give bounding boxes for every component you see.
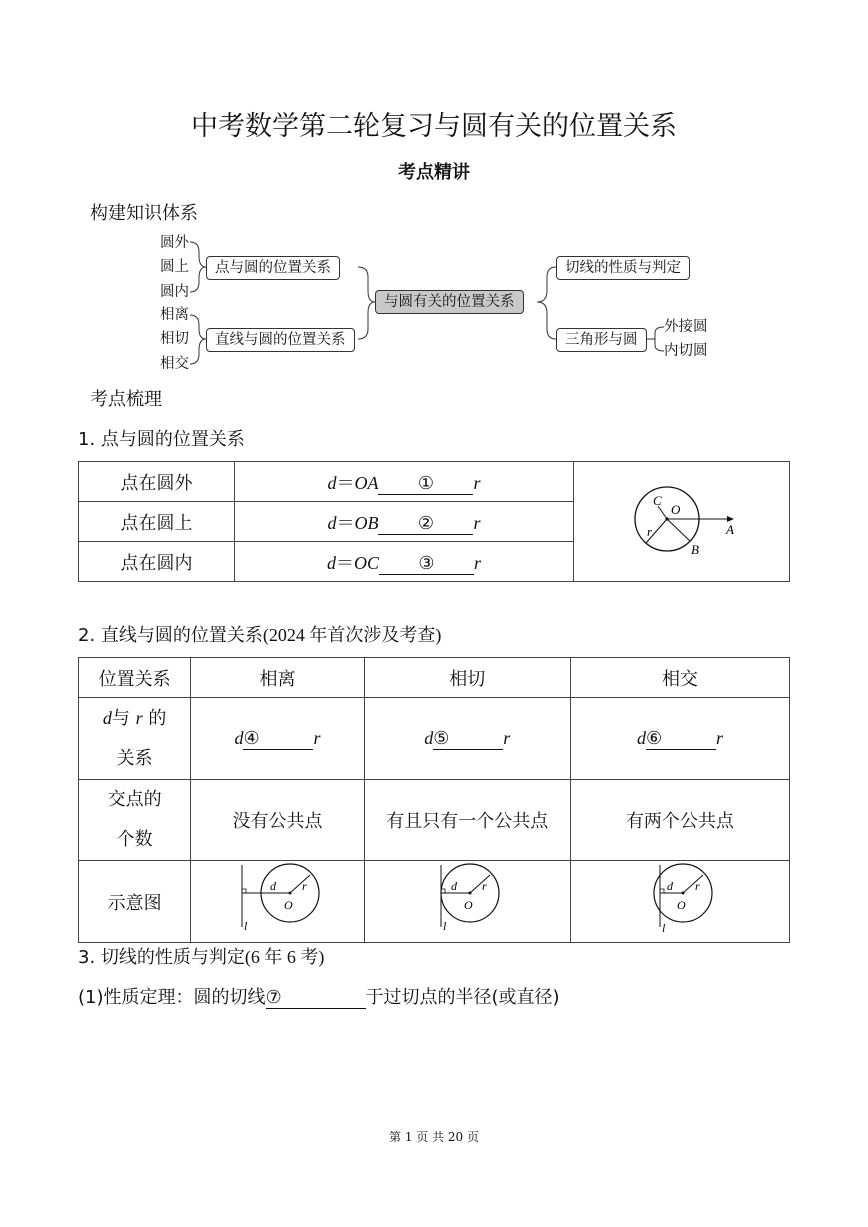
kb-box-line-circle: 直线与圆的位置关系 xyxy=(206,328,355,352)
kb-left2-intersect: 相交 xyxy=(160,356,189,372)
svg-text:O: O xyxy=(284,898,294,912)
header-cell: 相交 xyxy=(570,658,789,698)
table-row xyxy=(79,658,790,698)
figure-cell xyxy=(364,861,570,943)
kb-box-point-circle: 点与圆的位置关系 xyxy=(206,256,340,280)
svg-text:r: r xyxy=(302,879,308,893)
kb-left1-inside: 圆内 xyxy=(160,284,189,300)
row-label: d与 r 的 关系 xyxy=(79,698,191,780)
row-label: 点在圆上 xyxy=(79,502,235,542)
svg-text:d: d xyxy=(451,879,458,893)
figure-cell xyxy=(191,861,364,943)
tangent-figure xyxy=(412,863,522,935)
kb-right-incircle: 内切圆 xyxy=(664,343,708,359)
table-row xyxy=(79,780,790,861)
relation-cell: d⑥ r xyxy=(570,698,789,780)
svg-text:l: l xyxy=(244,919,248,933)
row-label: 交点的 个数 xyxy=(79,780,191,861)
kb-box-triangle-circle: 三角形与圆 xyxy=(556,328,647,352)
header-cell: 位置关系 xyxy=(79,658,191,698)
row-label: 示意图 xyxy=(79,861,191,943)
line-circle-table xyxy=(78,657,790,943)
svg-text:O: O xyxy=(676,898,686,912)
table-row xyxy=(79,462,790,502)
relation-cell: d④ r xyxy=(191,698,364,780)
svg-text:l: l xyxy=(443,919,447,933)
svg-text:d: d xyxy=(666,879,673,893)
relation-cell: d＝OC ③ r xyxy=(235,542,574,582)
svg-text:O: O xyxy=(670,502,680,517)
point-circle-table xyxy=(78,461,790,582)
svg-text:r: r xyxy=(694,879,700,893)
point-circle-figure xyxy=(607,474,757,564)
s3-heading: 3. 切线的性质与判定(6 年 6 考) xyxy=(78,947,325,968)
page-footer: 第 1 页 共 20 页 xyxy=(389,1130,479,1144)
svg-text:d: d xyxy=(270,879,277,893)
kb-box-center: 与圆有关的位置关系 xyxy=(375,290,524,314)
relation-cell: d＝OA ① r xyxy=(235,462,574,502)
diagram-connectors xyxy=(0,0,868,400)
relation-cell: d＝OB ② r xyxy=(235,502,574,542)
intersection-count-cell: 有两个公共点 xyxy=(570,780,789,861)
svg-text:r: r xyxy=(646,524,652,539)
kb-right-circumcircle: 外接圆 xyxy=(664,319,708,335)
page-title: 中考数学第二轮复习与圆有关的位置关系 xyxy=(191,111,677,142)
intersect-figure xyxy=(625,863,735,935)
kb-heading: 构建知识体系 xyxy=(90,203,198,224)
row-label: 点在圆外 xyxy=(79,462,235,502)
svg-text:B: B xyxy=(690,542,699,557)
kb-left1-outside: 圆外 xyxy=(160,235,189,251)
s3-line1: (1)性质定理：圆的切线⑦ 于过切点的半径(或直径) xyxy=(78,987,560,1008)
kb-left2-tangent: 相切 xyxy=(160,331,189,347)
svg-text:r: r xyxy=(482,879,487,893)
page-subtitle: 考点精讲 xyxy=(398,162,470,183)
kb-left2-separate: 相离 xyxy=(160,307,189,323)
separate-figure xyxy=(222,863,332,935)
s1-heading: 1. 点与圆的位置关系 xyxy=(78,429,245,450)
table-row xyxy=(79,861,790,943)
table-row xyxy=(79,698,790,780)
svg-text:C: C xyxy=(652,493,662,508)
header-cell: 相切 xyxy=(364,658,570,698)
review-heading: 考点梳理 xyxy=(90,389,162,410)
kb-left1-on: 圆上 xyxy=(160,259,189,275)
svg-text:A: A xyxy=(725,522,734,537)
intersection-count-cell: 没有公共点 xyxy=(191,780,364,861)
s2-heading: 2. 直线与圆的位置关系(2024 年首次涉及考查) xyxy=(78,625,442,646)
header-cell: 相离 xyxy=(191,658,364,698)
figure-cell xyxy=(570,861,789,943)
svg-text:O: O xyxy=(464,898,473,912)
svg-text:l: l xyxy=(661,921,666,935)
row-label: 点在圆内 xyxy=(79,542,235,582)
point-circle-figure-cell xyxy=(574,462,790,582)
kb-box-tangent: 切线的性质与判定 xyxy=(556,256,690,280)
relation-cell: d⑤ r xyxy=(364,698,570,780)
intersection-count-cell: 有且只有一个公共点 xyxy=(364,780,570,861)
